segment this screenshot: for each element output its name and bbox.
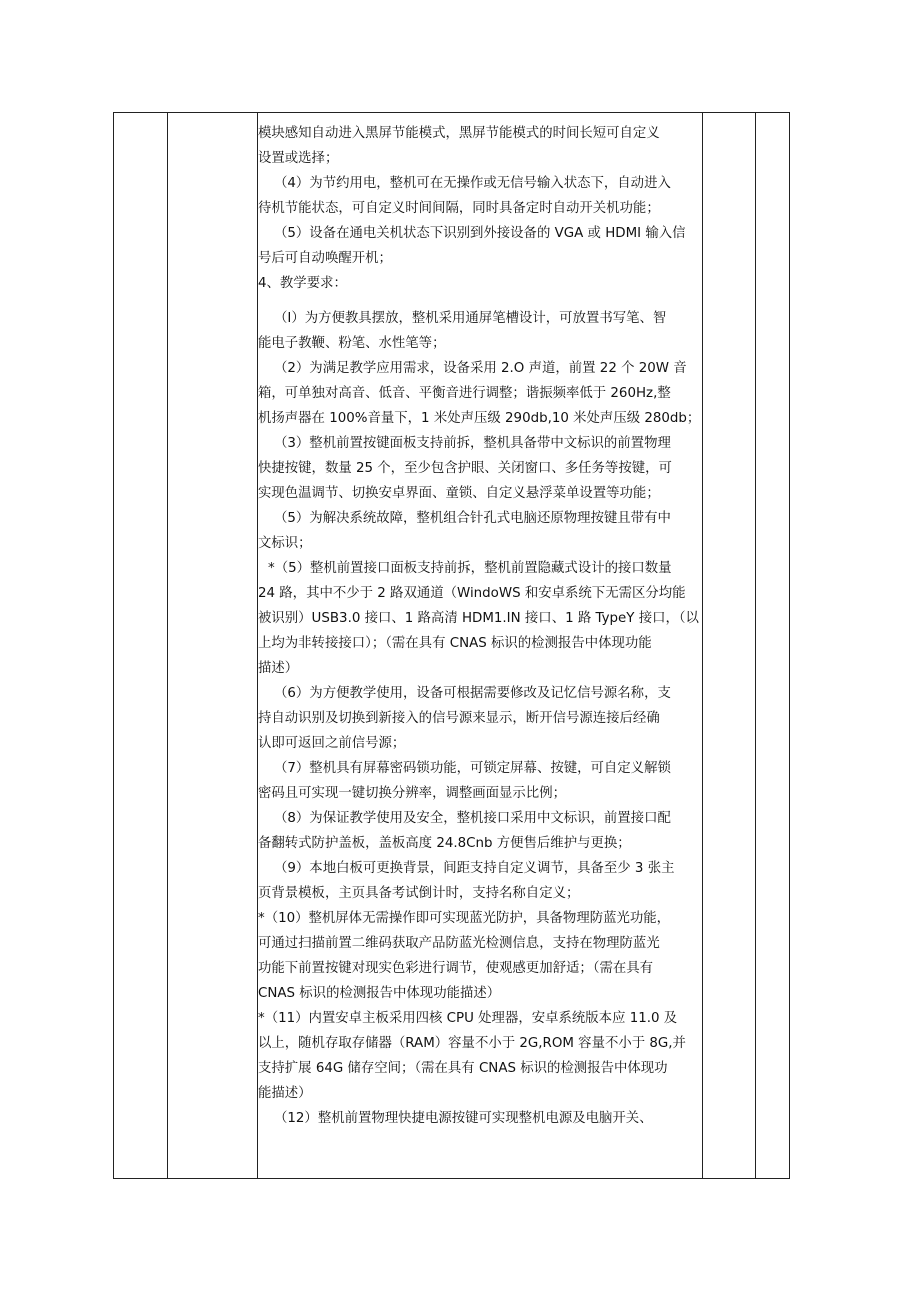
spec-line: （12）整机前置物理快捷电源按键可实现整机电源及电脑开关、 (274, 1111, 653, 1126)
spec-line: 认即可返回之前信号源； (258, 736, 406, 751)
spec-line: CNAS 标识的检测报告中体现功能描述） (258, 986, 501, 1001)
spec-line: 能电子教鞭、粉笔、水性笔等； (258, 336, 446, 351)
spec-line: 密码且可实现一键切换分辨率，调整画面显示比例； (258, 786, 566, 801)
spec-line: （7）整机具有屏幕密码锁功能，可锁定屏幕、按键，可自定义解锁 (274, 761, 671, 776)
spec-line: 能描述） (258, 1086, 312, 1101)
spec-line: 文标识； (258, 536, 312, 551)
spec-line: （5）设备在通电关机状态下识别到外接设备的 VGA 或 HDMI 输入信 (274, 226, 686, 241)
spec-line: 待机节能状态，可自定义时间间隔，同时具备定时自动开关机功能； (258, 201, 660, 216)
spec-line: （3）整机前置按键面板支持前拆，整机具备带中文标识的前置物理 (274, 436, 671, 451)
spec-table (113, 112, 790, 1179)
spec-line: （4）为节约用电，整机可在无操作或无信号输入状态下，自动进入 (274, 176, 671, 191)
spec-line: 可通过扫描前置二维码获取产品防蓝光检测信息，支持在物理防蓝光 (258, 936, 660, 951)
spec-line: 号后可自动唤醒开机； (258, 251, 392, 266)
spec-line: *（11）内置安卓主板采用四核 CPU 处理器，安卓系统版本应 11.0 及 (258, 1011, 678, 1026)
column-divider (755, 113, 756, 1178)
spec-line: （8）为保证教学使用及安全，整机接口采用中文标识，前置接口配 (274, 811, 671, 826)
spec-cell (258, 121, 705, 1131)
spec-line: 被识别）USB3.0 接口、1 路高清 HDM1.IN 接口、1 路 TypeY 接口，（以 (258, 611, 699, 626)
spec-line: 描述） (258, 661, 299, 676)
spec-line: 箱，可单独对高音、低音、平衡音进行调整；谐振频率低于 260Hz,整 (258, 386, 671, 401)
spec-line: （I）为方便教具摆放，整机采用通屏笔槽设计，可放置书写笔、智 (274, 311, 667, 326)
spec-line: （5）为解决系统故障，整机组合针孔式电脑还原物理按键且带有中 (274, 511, 671, 526)
spec-line: 页背景模板，主页具备考试倒计时，支持名称自定义； (258, 886, 580, 901)
section-heading: 4、教学要求： (258, 276, 347, 291)
spec-line: 快捷按键，数量 25 个，至少包含护眼、关闭窗口、多任务等按键，可 (258, 461, 672, 476)
spec-line: （9）本地白板可更换背景，间距支持自定义调节，具备至少 3 张主 (274, 861, 675, 876)
spec-line: 设置或选择； (258, 151, 339, 166)
spec-line: 模块感知自动进入黑屏节能模式，黑屏节能模式的时间长短可自定义 (258, 126, 660, 141)
spec-line: 以上，随机存取存储器（RAM）容量不小于 2G,ROM 容量不小于 8G,并 (258, 1036, 686, 1051)
spec-line: *（5）整机前置接口面板支持前拆，整机前置隐藏式设计的接口数量 (268, 561, 672, 576)
spec-line: *（10）整机屏体无需操作即可实现蓝光防护，具备物理防蓝光功能， (258, 911, 671, 926)
spec-line: 24 路，其中不少于 2 路双通道（WindoWS 和安卓系统下无需区分均能 (258, 586, 686, 601)
column-divider (167, 113, 168, 1178)
spec-line: 功能下前置按键对现实色彩进行调节，使观感更加舒适；（需在具有 (258, 961, 654, 976)
spec-line: 持自动识别及切换到新接入的信号源来显示，断开信号源连接后经确 (258, 711, 660, 726)
spec-line: 机扬声器在 100%音量下，1 米处声压级 290db,10 米处声压级 280db； (258, 411, 701, 426)
spec-line: 实现色温调节、切换安卓界面、童锁、自定义悬浮菜单设置等功能； (258, 486, 660, 501)
spec-line: （6）为方便教学使用，设备可根据需要修改及记忆信号源名称，支 (274, 686, 671, 701)
spec-line: （2）为满足教学应用需求，设备采用 2.O 声道，前置 22 个 20W 音 (274, 361, 687, 376)
spec-line: 支持扩展 64G 储存空间；（需在具有 CNAS 标识的检测报告中体现功 (258, 1061, 668, 1076)
spec-line: 备翻转式防护盖板，盖板高度 24.8Cnb 方便售后维护与更换； (258, 836, 631, 851)
spec-line: 上均为非转接接口）；（需在具有 CNAS 标识的检测报告中体现功能 (258, 636, 652, 651)
